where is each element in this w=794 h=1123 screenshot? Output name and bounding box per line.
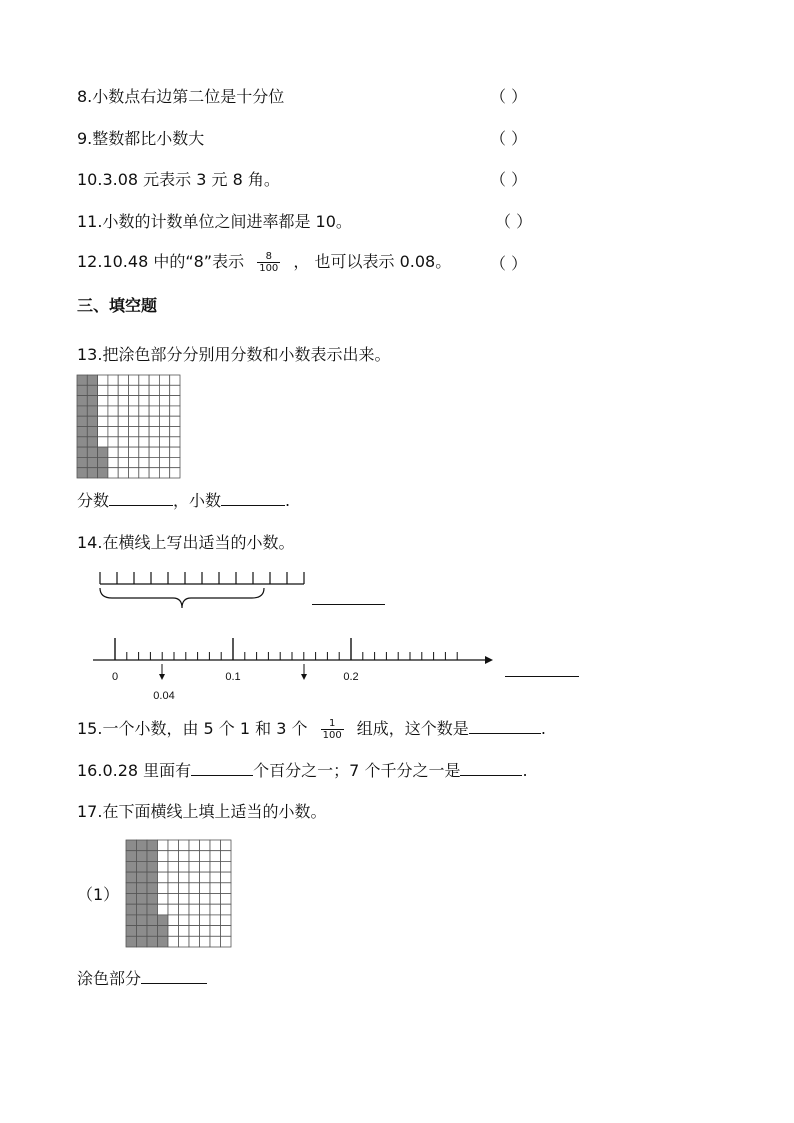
grid-cell bbox=[168, 926, 179, 937]
grid-cell bbox=[168, 904, 179, 915]
grid-cell bbox=[159, 427, 169, 437]
answer-paren-12[interactable]: （ ） bbox=[490, 254, 528, 273]
grid-cell bbox=[118, 406, 128, 416]
grid-cell bbox=[108, 447, 118, 457]
shaded-cell bbox=[158, 915, 169, 926]
grid-cell bbox=[221, 872, 232, 883]
shaded-cell bbox=[87, 437, 97, 447]
grid-cell bbox=[179, 904, 190, 915]
section-title: 三、填空题 bbox=[77, 296, 158, 315]
grid-cell bbox=[189, 926, 200, 937]
question-16-mid: 个百分之一；7 个千分之一是 bbox=[253, 761, 461, 780]
grid-cell bbox=[129, 375, 139, 385]
grid-cell bbox=[179, 851, 190, 862]
grid-cell bbox=[149, 396, 159, 406]
shaded-cell bbox=[137, 894, 148, 905]
grid-cell bbox=[118, 457, 128, 467]
grid-cell bbox=[168, 872, 179, 883]
grid-cell bbox=[170, 396, 180, 406]
grid-cell bbox=[149, 468, 159, 478]
decimal-label: ，小数 bbox=[173, 491, 222, 510]
question-11: 11.小数的计数单位之间进率都是 10。 bbox=[77, 212, 352, 231]
grid-cell bbox=[200, 851, 211, 862]
grid-cell bbox=[108, 385, 118, 395]
curly-brace bbox=[100, 588, 264, 608]
answer-paren-9[interactable]: （ ） bbox=[490, 129, 528, 148]
grid-cell bbox=[149, 416, 159, 426]
grid-cell bbox=[149, 457, 159, 467]
grid-cell bbox=[108, 427, 118, 437]
down-arrow-icon bbox=[301, 674, 307, 680]
grid-cell bbox=[221, 883, 232, 894]
grid-cell bbox=[200, 936, 211, 947]
grid-cell bbox=[179, 915, 190, 926]
grid-cell bbox=[108, 416, 118, 426]
grid-cell bbox=[98, 396, 108, 406]
question-15-pre: 15.一个小数，由 5 个 1 和 3 个 bbox=[77, 719, 308, 738]
shaded-cell bbox=[98, 468, 108, 478]
question-10: 10.3.08 元表示 3 元 8 角。 bbox=[77, 170, 280, 189]
question-17: 17.在下面横线上填上适当的小数。 bbox=[77, 802, 327, 821]
grid-cell bbox=[149, 427, 159, 437]
grid-cell bbox=[221, 861, 232, 872]
grid-cell bbox=[189, 915, 200, 926]
grid-cell bbox=[129, 447, 139, 457]
grid-cell bbox=[149, 375, 159, 385]
grid-cell bbox=[168, 861, 179, 872]
grid-cell bbox=[129, 406, 139, 416]
grid-cell bbox=[170, 385, 180, 395]
grid-cell bbox=[170, 375, 180, 385]
grid-cell bbox=[221, 840, 232, 851]
grid-cell bbox=[129, 437, 139, 447]
grid-cell bbox=[159, 468, 169, 478]
fraction-blank[interactable] bbox=[109, 491, 173, 506]
shaded-cell bbox=[137, 861, 148, 872]
answer-paren-8[interactable]: （ ） bbox=[490, 87, 528, 106]
shaded-cell bbox=[77, 375, 87, 385]
sub-label-1: （1） bbox=[77, 885, 120, 904]
shaded-cell bbox=[87, 396, 97, 406]
grid-cell bbox=[139, 468, 149, 478]
grid-cell bbox=[168, 894, 179, 905]
question-15 bbox=[77, 718, 546, 741]
grid-cell bbox=[200, 904, 211, 915]
question-12 bbox=[77, 251, 451, 274]
arrow-label-0.04: 0.04 bbox=[153, 690, 175, 702]
grid-cell bbox=[170, 416, 180, 426]
grid-cell bbox=[189, 936, 200, 947]
grid-cell bbox=[189, 840, 200, 851]
grid-cell bbox=[210, 851, 221, 862]
grid-cell bbox=[221, 915, 232, 926]
grid-cell bbox=[210, 926, 221, 937]
grid-cell bbox=[159, 416, 169, 426]
shaded-cell bbox=[87, 457, 97, 467]
shaded-cell bbox=[77, 396, 87, 406]
q17-blank[interactable] bbox=[141, 969, 207, 984]
shaded-cell bbox=[147, 840, 158, 851]
grid-cell bbox=[98, 385, 108, 395]
grid-cell bbox=[170, 437, 180, 447]
shaded-cell bbox=[77, 416, 87, 426]
grid-cell bbox=[210, 861, 221, 872]
shaded-cell bbox=[98, 447, 108, 457]
label-0: 0 bbox=[111, 671, 119, 683]
grid-cell bbox=[170, 447, 180, 457]
end-period: . bbox=[540, 719, 546, 738]
grid-cell bbox=[170, 406, 180, 416]
shaded-cell bbox=[87, 416, 97, 426]
shaded-cell bbox=[137, 872, 148, 883]
down-arrow-icon bbox=[159, 674, 165, 680]
question-9: 9.整数都比小数大 bbox=[77, 129, 205, 148]
grid-cell bbox=[189, 904, 200, 915]
grid-cell bbox=[168, 851, 179, 862]
grid-cell bbox=[108, 468, 118, 478]
grid-cell bbox=[108, 396, 118, 406]
grid-cell bbox=[189, 883, 200, 894]
shaded-cell bbox=[77, 385, 87, 395]
shaded-cell bbox=[87, 427, 97, 437]
grid-cell bbox=[210, 883, 221, 894]
grid-cell bbox=[149, 406, 159, 416]
shaded-cell bbox=[77, 406, 87, 416]
grid-cell bbox=[200, 926, 211, 937]
end-period: . bbox=[522, 761, 528, 780]
grid-cell bbox=[158, 861, 169, 872]
question-12-pre: 12.10.48 中的“8”表示 bbox=[77, 252, 245, 271]
fraction-numerator: 8 bbox=[265, 251, 272, 262]
grid-cell bbox=[149, 385, 159, 395]
grid-cell bbox=[200, 872, 211, 883]
grid-cell bbox=[170, 427, 180, 437]
grid-cell bbox=[139, 447, 149, 457]
grid-cell bbox=[158, 872, 169, 883]
grid-cell bbox=[159, 385, 169, 395]
grid-cell bbox=[159, 447, 169, 457]
grid-cell bbox=[200, 861, 211, 872]
grid-cell bbox=[129, 396, 139, 406]
grid-cell bbox=[170, 468, 180, 478]
grid-cell bbox=[98, 437, 108, 447]
shaded-cell bbox=[87, 468, 97, 478]
grid-cell bbox=[149, 447, 159, 457]
grid-cell bbox=[179, 840, 190, 851]
grid-cell bbox=[210, 872, 221, 883]
grid-cell bbox=[108, 437, 118, 447]
grid-cell bbox=[98, 416, 108, 426]
grid-cell bbox=[98, 427, 108, 437]
grid-cell bbox=[210, 915, 221, 926]
shaded-cell bbox=[126, 926, 137, 937]
q15-blank[interactable] bbox=[469, 719, 541, 734]
grid-cell bbox=[210, 904, 221, 915]
grid-cell bbox=[108, 406, 118, 416]
grid-cell bbox=[129, 427, 139, 437]
grid-cell bbox=[159, 375, 169, 385]
grid-cell bbox=[221, 936, 232, 947]
grid-cell bbox=[118, 385, 128, 395]
grid-cell bbox=[118, 416, 128, 426]
shaded-cell bbox=[126, 840, 137, 851]
end-period: . bbox=[285, 491, 291, 510]
ruler-answer-blank[interactable] bbox=[312, 590, 385, 605]
fraction-numerator: 1 bbox=[328, 718, 336, 729]
shaded-cell bbox=[147, 926, 158, 937]
shaded-cell bbox=[137, 904, 148, 915]
decimal-blank[interactable] bbox=[221, 491, 285, 506]
arrow-head-icon bbox=[485, 656, 493, 664]
shaded-cell bbox=[158, 936, 169, 947]
shaded-cell bbox=[87, 385, 97, 395]
shaded-cell bbox=[87, 447, 97, 457]
shaded-cell bbox=[77, 468, 87, 478]
grid-figure-13 bbox=[77, 375, 180, 478]
grid-cell bbox=[108, 375, 118, 385]
grid-cell bbox=[179, 894, 190, 905]
grid-cell bbox=[118, 447, 128, 457]
grid-cell bbox=[139, 396, 149, 406]
grid-cell bbox=[158, 894, 169, 905]
number-line bbox=[93, 632, 493, 702]
question-16 bbox=[77, 761, 528, 781]
grid-cell bbox=[158, 840, 169, 851]
q16-blank-2[interactable] bbox=[460, 761, 522, 776]
shaded-cell bbox=[147, 861, 158, 872]
grid-cell bbox=[158, 851, 169, 862]
grid-cell bbox=[170, 457, 180, 467]
numberline-answer-blank[interactable] bbox=[505, 662, 579, 677]
fraction-8-100 bbox=[257, 251, 280, 274]
grid-cell bbox=[179, 883, 190, 894]
q16-blank-1[interactable] bbox=[191, 761, 253, 776]
grid-cell bbox=[118, 427, 128, 437]
shaded-cell bbox=[158, 926, 169, 937]
shaded-cell bbox=[126, 883, 137, 894]
question-15-post: 组成，这个数是 bbox=[356, 719, 469, 738]
grid-cell bbox=[221, 926, 232, 937]
shaded-cell bbox=[77, 457, 87, 467]
shaded-cell bbox=[147, 872, 158, 883]
grid-cell bbox=[118, 468, 128, 478]
shaded-part-label: 涂色部分 bbox=[77, 969, 142, 988]
question-12-post: ， 也可以表示 0.08。 bbox=[293, 252, 452, 271]
grid-cell bbox=[221, 904, 232, 915]
question-14: 14.在横线上写出适当的小数。 bbox=[77, 533, 295, 552]
grid-cell bbox=[179, 936, 190, 947]
question-17-answer-line bbox=[77, 969, 207, 989]
grid-cell bbox=[179, 872, 190, 883]
fraction-denominator: 100 bbox=[259, 263, 279, 274]
grid-cell bbox=[200, 894, 211, 905]
grid-cell bbox=[139, 437, 149, 447]
label-0.2: 0.2 bbox=[343, 671, 359, 683]
grid-figure-17 bbox=[126, 840, 231, 947]
shaded-cell bbox=[147, 904, 158, 915]
shaded-cell bbox=[126, 936, 137, 947]
grid-cell bbox=[210, 840, 221, 851]
grid-cell bbox=[118, 437, 128, 447]
shaded-cell bbox=[98, 457, 108, 467]
grid-cell bbox=[129, 385, 139, 395]
grid-cell bbox=[210, 894, 221, 905]
grid-cell bbox=[139, 457, 149, 467]
grid-cell bbox=[108, 457, 118, 467]
grid-cell bbox=[159, 457, 169, 467]
shaded-cell bbox=[126, 861, 137, 872]
grid-cell bbox=[158, 904, 169, 915]
grid-cell bbox=[189, 872, 200, 883]
grid-cell bbox=[129, 468, 139, 478]
grid-cell bbox=[189, 851, 200, 862]
grid-cell bbox=[168, 915, 179, 926]
grid-cell bbox=[221, 894, 232, 905]
shaded-cell bbox=[147, 915, 158, 926]
grid-cell bbox=[200, 840, 211, 851]
shaded-cell bbox=[87, 406, 97, 416]
grid-cell bbox=[139, 416, 149, 426]
shaded-cell bbox=[77, 437, 87, 447]
grid-cell bbox=[159, 406, 169, 416]
grid-cell bbox=[139, 385, 149, 395]
question-13-answer-line bbox=[77, 491, 290, 511]
shaded-cell bbox=[147, 936, 158, 947]
shaded-cell bbox=[137, 851, 148, 862]
shaded-cell bbox=[137, 936, 148, 947]
grid-cell bbox=[210, 936, 221, 947]
shaded-cell bbox=[126, 915, 137, 926]
grid-cell bbox=[139, 406, 149, 416]
grid-cell bbox=[159, 437, 169, 447]
shaded-cell bbox=[77, 447, 87, 457]
grid-cell bbox=[168, 883, 179, 894]
question-8: 8.小数点右边第二位是十分位 bbox=[77, 87, 285, 106]
grid-cell bbox=[200, 915, 211, 926]
grid-cell bbox=[159, 396, 169, 406]
grid-cell bbox=[118, 375, 128, 385]
grid-cell bbox=[168, 936, 179, 947]
grid-cell bbox=[118, 396, 128, 406]
answer-paren-11[interactable]: （ ） bbox=[495, 212, 533, 231]
grid-cell bbox=[189, 894, 200, 905]
shaded-cell bbox=[137, 840, 148, 851]
grid-cell bbox=[129, 416, 139, 426]
grid-cell bbox=[168, 840, 179, 851]
grid-cell bbox=[179, 926, 190, 937]
shaded-cell bbox=[126, 904, 137, 915]
label-0.1: 0.1 bbox=[225, 671, 241, 683]
grid-cell bbox=[158, 883, 169, 894]
grid-cell bbox=[200, 883, 211, 894]
grid-cell bbox=[98, 406, 108, 416]
fraction-1-100 bbox=[321, 718, 344, 741]
shaded-cell bbox=[147, 883, 158, 894]
answer-paren-10[interactable]: （ ） bbox=[490, 170, 528, 189]
shaded-cell bbox=[137, 915, 148, 926]
grid-cell bbox=[149, 437, 159, 447]
shaded-cell bbox=[137, 926, 148, 937]
grid-cell bbox=[129, 457, 139, 467]
fraction-label: 分数 bbox=[77, 491, 110, 510]
shaded-cell bbox=[126, 851, 137, 862]
grid-cell bbox=[221, 851, 232, 862]
shaded-cell bbox=[147, 894, 158, 905]
shaded-cell bbox=[137, 883, 148, 894]
shaded-cell bbox=[126, 894, 137, 905]
grid-cell bbox=[139, 427, 149, 437]
shaded-cell bbox=[126, 872, 137, 883]
shaded-cell bbox=[87, 375, 97, 385]
shaded-cell bbox=[147, 851, 158, 862]
grid-cell bbox=[179, 861, 190, 872]
grid-cell bbox=[98, 375, 108, 385]
grid-cell bbox=[189, 861, 200, 872]
question-13: 13.把涂色部分分别用分数和小数表示出来。 bbox=[77, 345, 391, 364]
shaded-cell bbox=[77, 427, 87, 437]
grid-cell bbox=[139, 375, 149, 385]
question-16-pre: 16.0.28 里面有 bbox=[77, 761, 192, 780]
fraction-denominator: 100 bbox=[322, 730, 342, 741]
